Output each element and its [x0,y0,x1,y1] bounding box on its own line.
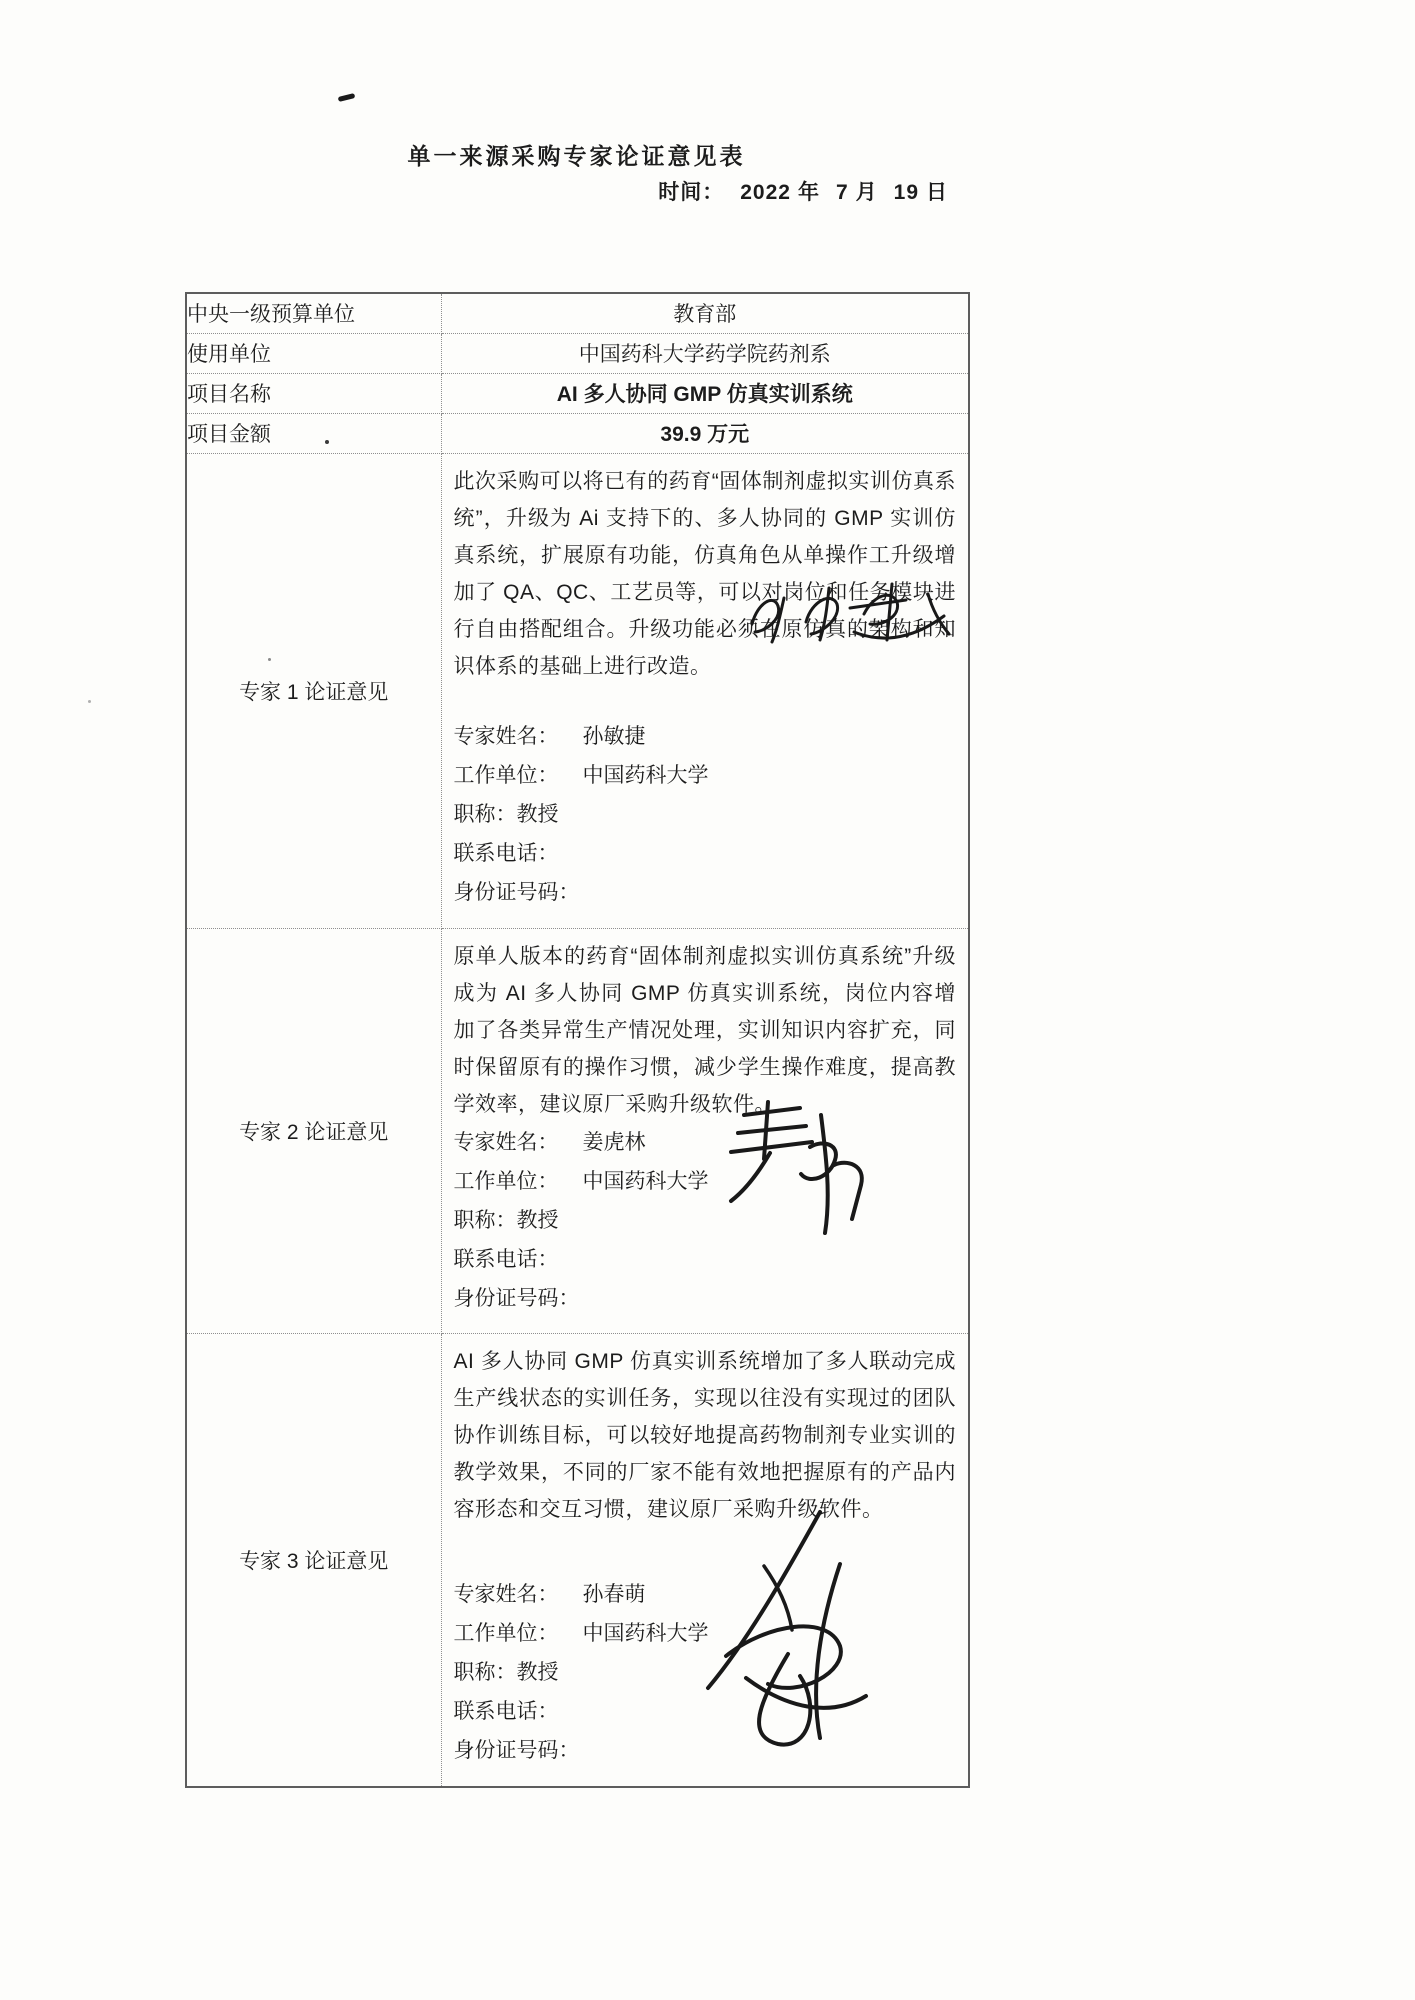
table-row [186,1333,969,1787]
field-value: 孙春萌 [582,1582,646,1606]
expert1-cell [441,453,969,928]
expert3-cell [441,1333,969,1787]
field-expert-name [454,717,957,756]
expert1-row-label: 专家 1 论证意见 [186,453,441,928]
field-title [454,795,957,834]
row-value-project-amount: 39.9 万元 [441,413,969,453]
row-label-project-amount: 项目金额 [186,413,441,453]
opinion-form-table [185,292,970,1788]
field-label: 职称： [453,802,517,826]
field-label: 职称： [453,1208,517,1232]
field-label: 联系电话： [453,1247,559,1271]
expert3-fields [454,1575,957,1770]
field-label: 身份证号码： [453,1738,580,1762]
field-label: 联系电话： [453,1699,559,1723]
date-day-unit: 日 [926,181,948,204]
field-id-number [454,1279,957,1318]
expert1-cell-content [442,454,969,928]
expert2-fields [454,1123,957,1318]
date-label: 时间： [658,181,725,204]
field-label: 工作单位： [453,763,559,787]
row-value-using-unit: 中国药科大学药学院药剂系 [441,333,969,373]
field-label: 身份证号码： [453,880,580,904]
field-label: 职称： [453,1660,517,1684]
row-label-budget-unit: 中央一级预算单位 [186,293,441,333]
expert2-cell-content [442,929,969,1333]
field-label: 工作单位： [453,1169,559,1193]
field-work-unit [454,756,957,795]
field-value: 中国药科大学 [582,763,709,787]
table-row [186,373,969,413]
speck-artifact [88,700,91,703]
date-month: 7 [835,181,849,204]
field-title [454,1201,957,1240]
expert3-row-label: 专家 3 论证意见 [186,1333,441,1787]
field-expert-name [454,1123,957,1162]
expert1-opinion-text: 此次采购可以将已有的药育“固体制剂虚拟实训仿真系统”，升级为 Ai 支持下的、多人协同的 GMP 实训仿真系统，扩展原有功能，仿真角色从单操作工升级增加了 QA、QC、工艺员等，可以对岗位和任务模块进行自由搭配组合。升级功能必须在原仿真的架构和知识体系的基础上进行改造。 [453,469,956,678]
date-day: 19 [893,181,919,204]
field-value: 姜虎林 [582,1130,646,1154]
row-label-using-unit: 使用单位 [186,333,441,373]
field-phone [454,1692,957,1731]
field-value: 中国药科大学 [582,1169,709,1193]
field-label: 联系电话： [453,841,559,865]
field-label: 专家姓名： [453,1130,559,1154]
table-row [186,413,969,453]
table-row [186,928,969,1333]
field-work-unit [454,1162,957,1201]
table-row [186,453,969,928]
field-phone [454,834,957,873]
field-phone [454,1240,957,1279]
expert1-fields [454,717,957,912]
page-title: 单一来源采购专家论证意见表 [407,143,746,169]
field-value: 孙敏捷 [582,724,646,748]
date-line [185,176,948,206]
field-value: 教授 [516,802,559,826]
field-label: 工作单位： [453,1621,559,1645]
expert2-row-label: 专家 2 论证意见 [186,928,441,1333]
field-value: 教授 [516,1208,559,1232]
field-id-number [454,1731,957,1770]
field-label: 专家姓名： [453,1582,559,1606]
date-year: 2022 [740,181,791,204]
field-label: 身份证号码： [453,1286,580,1310]
field-expert-name [454,1575,957,1614]
row-label-project-name: 项目名称 [186,373,441,413]
field-id-number [454,873,957,912]
field-work-unit [454,1614,957,1653]
field-label: 专家姓名： [453,724,559,748]
pen-mark-artifact [338,93,356,102]
row-value-project-name: AI 多人协同 GMP 仿真实训系统 [441,373,969,413]
expert3-opinion-text: AI 多人协同 GMP 仿真实训系统增加了多人联动完成生产线状态的实训任务，实现以往没有实现过的团队协作训练目标，可以较好地提高药物制剂专业实训的教学效果，不同的厂家不能有效地把握原有的产品内容形态和交互习惯，建议原厂采购升级软件。 [453,1349,956,1521]
date-year-unit: 年 [797,181,820,204]
field-value: 教授 [516,1660,559,1684]
expert3-cell-content [442,1334,969,1786]
expert2-cell [441,928,969,1333]
field-title [454,1653,957,1692]
table-row [186,333,969,373]
row-value-budget-unit: 教育部 [441,293,969,333]
table-row [186,293,969,333]
expert2-opinion-text: 原单人版本的药育“固体制剂虚拟实训仿真系统”升级成为 AI 多人协同 GMP 仿真实训系统，岗位内容增加了各类异常生产情况处理，实训知识内容扩充，同时保留原有的操作习惯，减少学生操作难度，提高教学效率，建议原厂采购升级软件。 [453,944,956,1116]
date-month-unit: 月 [855,181,878,204]
field-value: 中国药科大学 [582,1621,709,1645]
